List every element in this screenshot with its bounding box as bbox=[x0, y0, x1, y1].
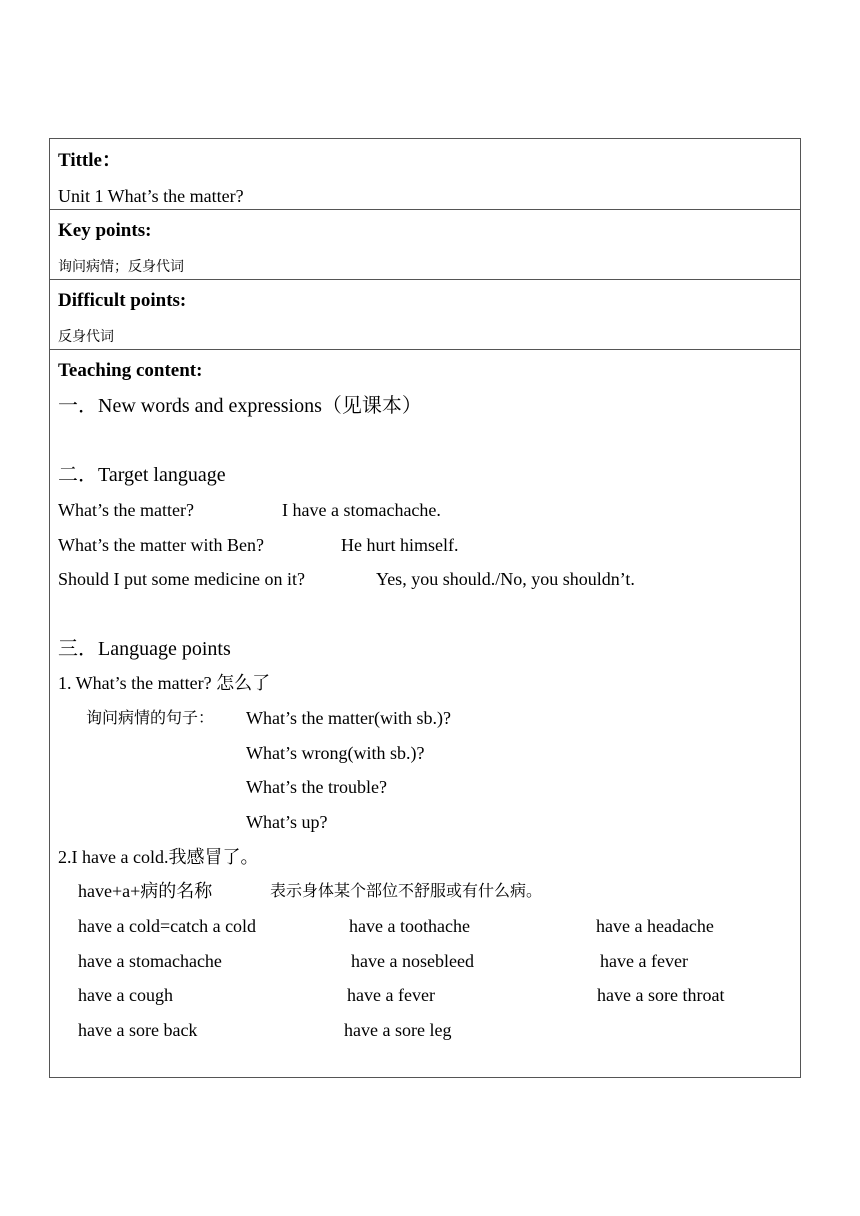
dialogue-2-question: What’s the matter with Ben? bbox=[58, 535, 264, 555]
phrase: have a cough bbox=[78, 985, 173, 1005]
part1-heading: 一．New words and expressions（见课本） bbox=[58, 395, 422, 417]
phrase: have a sore back bbox=[78, 1020, 198, 1040]
difficult-points-row bbox=[50, 280, 800, 350]
point1-title: 1. What’s the matter? 怎么了 bbox=[58, 673, 271, 693]
phrase: have a sore throat bbox=[597, 985, 725, 1005]
difficult-points-heading: Difficult points: bbox=[58, 290, 187, 311]
part2-heading: 二．Target language bbox=[58, 464, 226, 486]
phrase: have a nosebleed bbox=[351, 951, 474, 971]
point1-sentence: What’s wrong(with sb.)? bbox=[246, 743, 425, 763]
phrase: have a sore leg bbox=[344, 1020, 452, 1040]
point1-sentence: What’s the matter(with sb.)? bbox=[246, 708, 451, 728]
phrase: have a cold=catch a cold bbox=[78, 916, 257, 936]
phrase: have a fever bbox=[600, 951, 688, 971]
key-points-heading: Key points: bbox=[58, 220, 152, 241]
phrase: have a toothache bbox=[349, 916, 470, 936]
key-points-row bbox=[50, 210, 800, 280]
phrase: have a headache bbox=[596, 916, 714, 936]
title-text: Unit 1 What’s the matter? bbox=[58, 186, 244, 206]
title-row bbox=[50, 139, 800, 210]
dialogue-3-answer: Yes, you should./No, you shouldn’t. bbox=[376, 569, 635, 589]
difficult-points-text: 反身代词 bbox=[58, 329, 114, 345]
dialogue-3-question: Should I put some medicine on it? bbox=[58, 569, 305, 589]
point2-title: 2.I have a cold.我感冒了。 bbox=[58, 847, 259, 867]
dialogue-2-answer: He hurt himself. bbox=[341, 535, 459, 555]
phrase: have a fever bbox=[347, 985, 435, 1005]
dialogue-1-answer: I have a stomachache. bbox=[282, 500, 441, 520]
dialogue-1-question: What’s the matter? bbox=[58, 500, 194, 520]
teaching-content-heading: Teaching content: bbox=[58, 360, 203, 381]
part3-heading: 三．Language points bbox=[58, 638, 231, 660]
point2-meaning: 表示身体某个部位不舒服或有什么病。 bbox=[270, 881, 543, 900]
teaching-content-row bbox=[50, 350, 800, 1077]
point1-sentence: What’s up? bbox=[246, 812, 328, 832]
point1-sentence: What’s the trouble? bbox=[246, 777, 387, 797]
title-heading: Tittle： bbox=[58, 150, 121, 171]
point2-pattern: have+a+病的名称 bbox=[78, 881, 213, 901]
lesson-plan-table bbox=[49, 138, 801, 1078]
key-points-text: 询问病情；反身代词 bbox=[58, 259, 184, 275]
phrase: have a stomachache bbox=[78, 951, 222, 971]
point1-label: 询问病情的句子： bbox=[86, 708, 215, 727]
